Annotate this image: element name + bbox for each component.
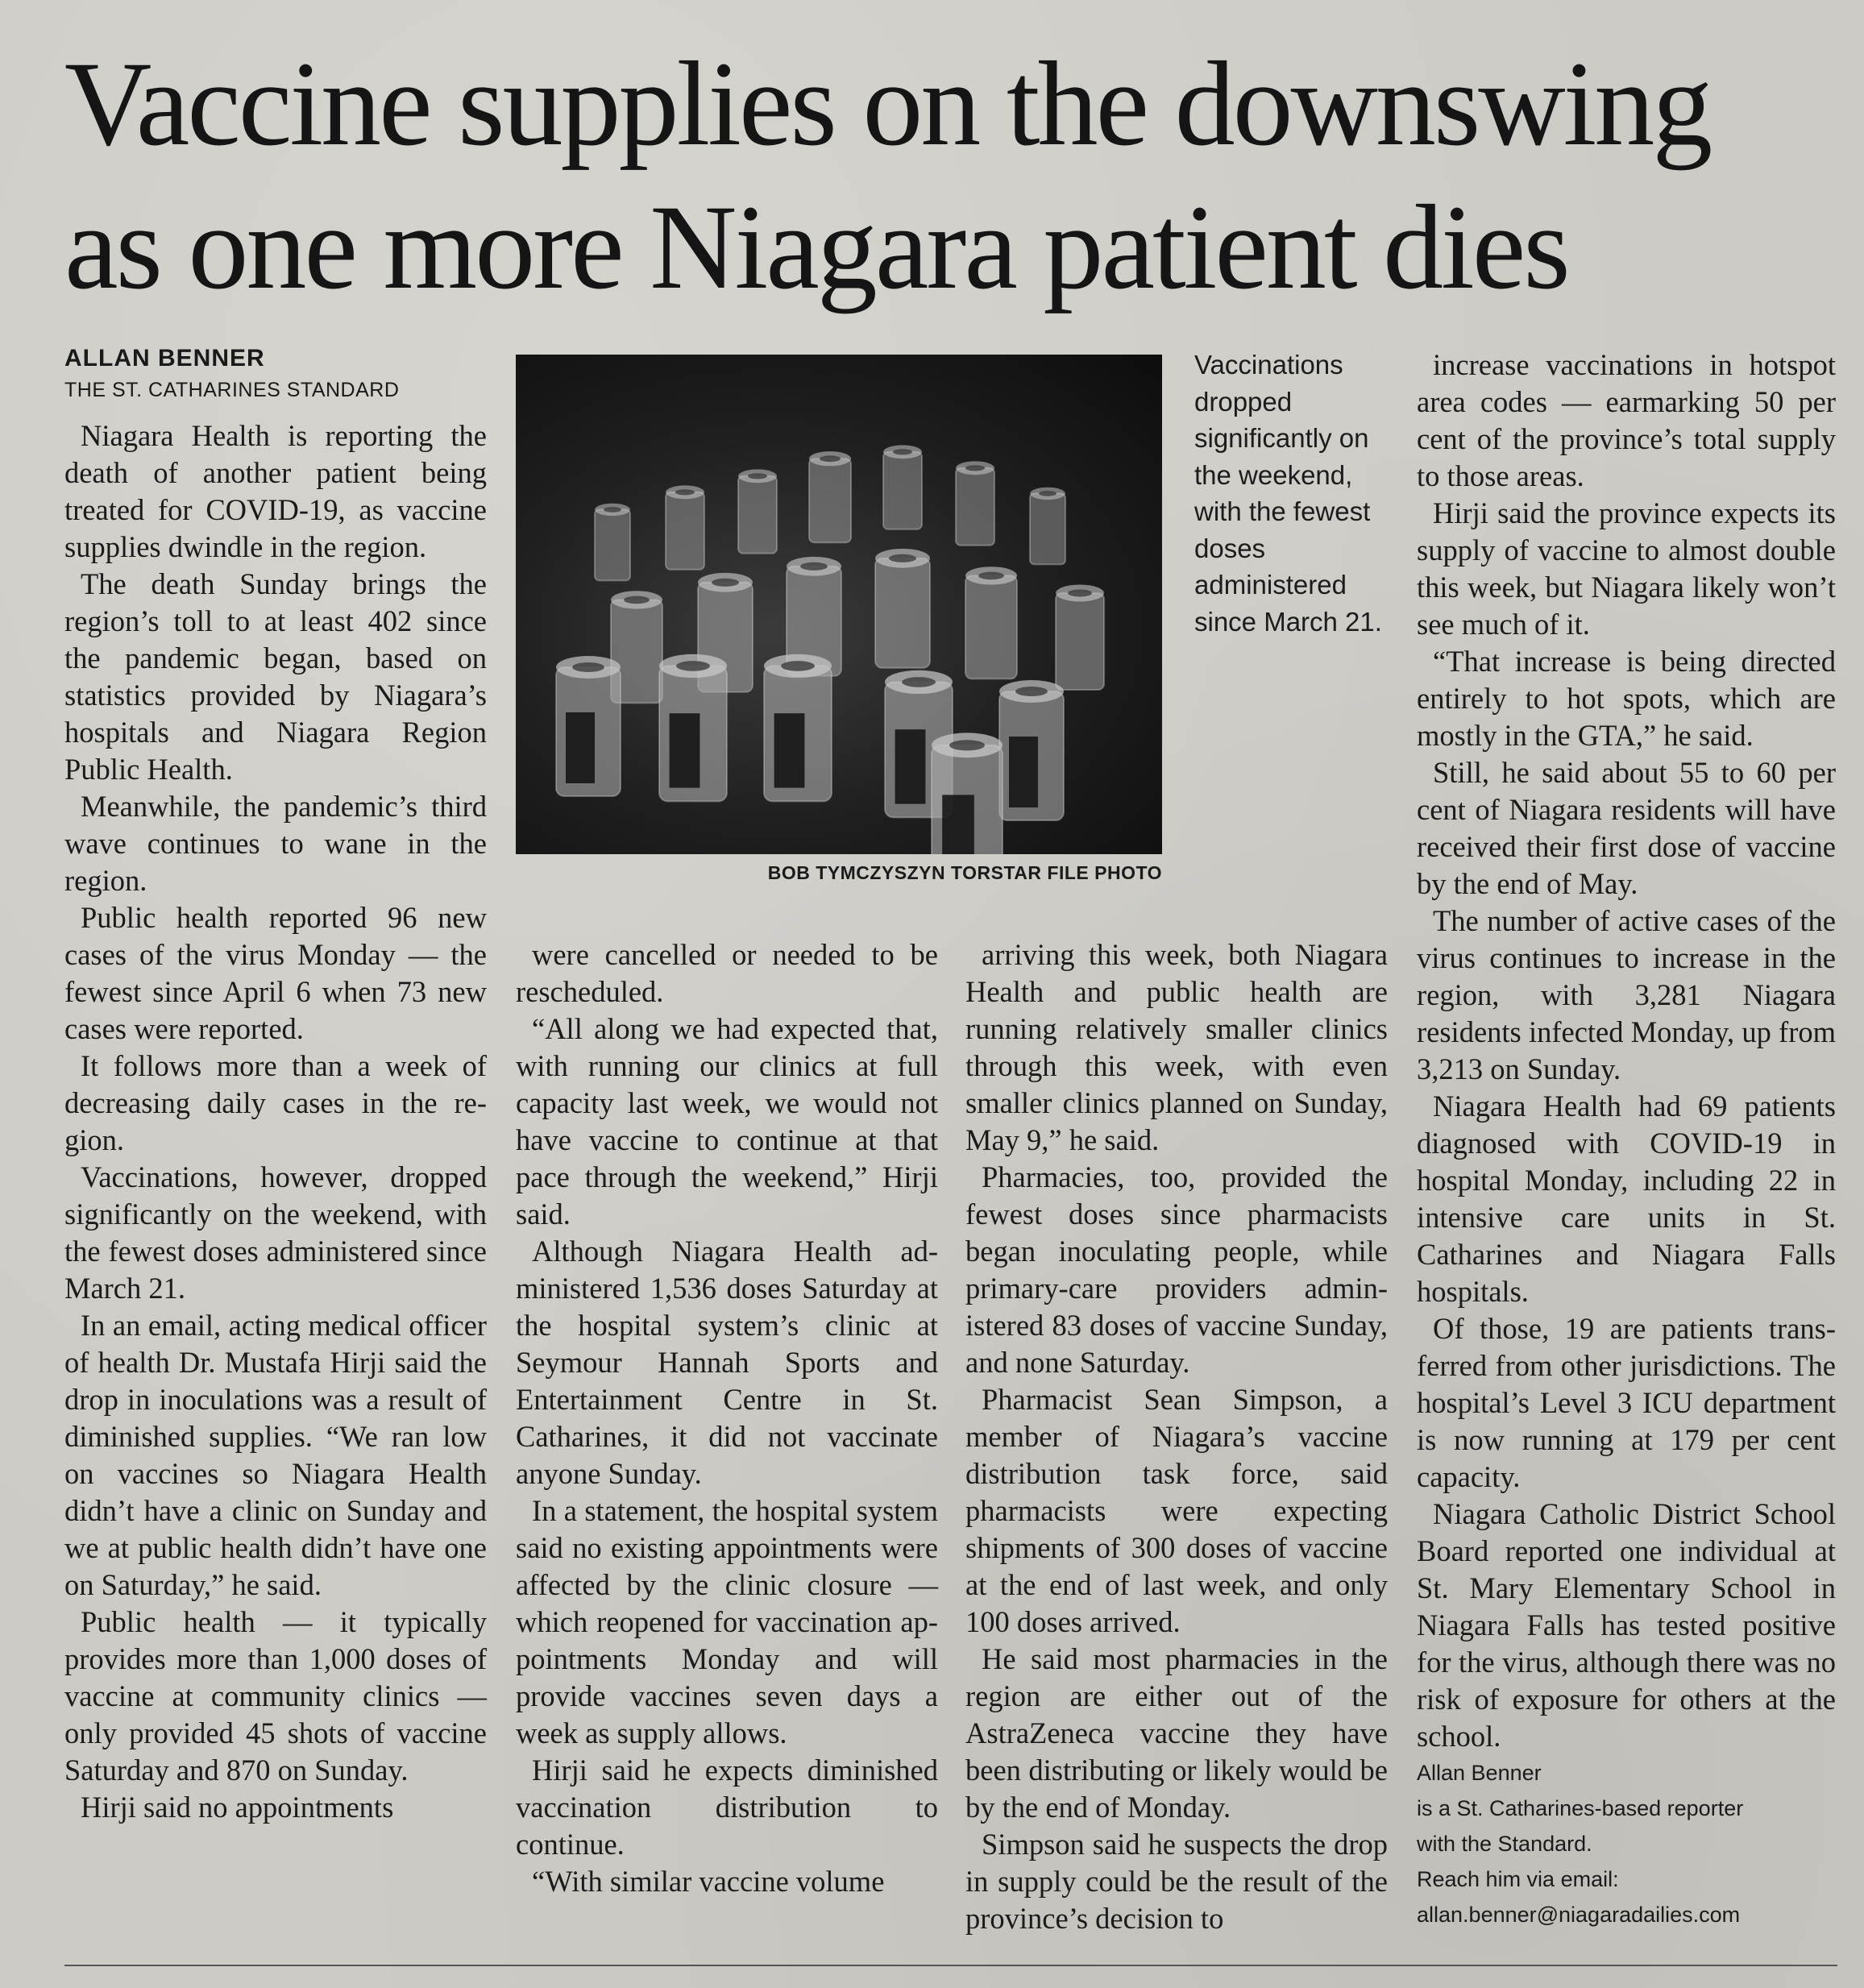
paragraph: Of those, 19 are patients transferred from other jurisdictions. The hospital’s Level 3 ICU department is now running at 179 per cent capacity. — [1417, 1312, 1836, 1493]
vial-shape — [764, 654, 832, 802]
headline-line-1: Vaccine supplies on the downswing — [64, 37, 1711, 171]
vial-shape — [956, 461, 994, 545]
vial-shape — [883, 445, 922, 529]
paragraph: “That increase is being directed entirely to hot spots, which are mostly in the GTA,” he said. — [1417, 645, 1836, 752]
paragraph: The number of active cases of the virus continues to increase in the region, with 3,281 Niagara residents infected Monday, up from 3,213 on Sunday. — [1417, 904, 1836, 1085]
byline-publication: THE ST. CATHARINES STANDARD — [64, 379, 400, 401]
paragraph: Simpson said he suspects the drop in supply could be the result of the province’s decision to — [965, 1828, 1388, 1935]
article-column-3 — [965, 936, 1388, 1937]
paragraph: Public health reported 96 new cases of the virus Monday — the fewest since April 6 when 73 new cases were reported. — [64, 901, 487, 1045]
paragraph: Vaccinations, however, dropped significantly on the weekend, with the fewest doses administered since March 21. — [64, 1160, 487, 1305]
vial-shape — [932, 733, 1003, 854]
paragraph: Although Niagara Health administered 1,536 doses Saturday at the hospital system’s clinic at Seymour Hannah Sports and Entertainment Centre in St. Catharines, it did not vaccinate anyone Sunday. — [516, 1235, 938, 1490]
paragraph: He said most pharmacies in the region are either out of the AstraZeneca vaccine they have been distributing or likely would be by the end of Monday. — [965, 1642, 1388, 1824]
tagline-outlet: with the Standard. — [1417, 1832, 1592, 1856]
paragraph: It follows more than a week of decreasing daily cases in the region. — [64, 1049, 487, 1156]
vial-shape — [738, 469, 777, 553]
vial-shape — [809, 451, 851, 542]
bottom-rule — [64, 1965, 1837, 1966]
photo-credit: BOB TYMCZYSZYN TORSTAR FILE PHOTO — [767, 862, 1162, 883]
vial-shape — [659, 654, 727, 802]
paragraph: Meanwhile, the pandemic’s third wave continues to wane in the region. — [64, 790, 487, 897]
vials-illustration — [516, 355, 1162, 854]
vial-shape — [1056, 585, 1104, 691]
paragraph: “With similar vaccine volume — [532, 1865, 885, 1898]
pull-quote: Vaccinations dropped significantly on the weekend, with the fewest doses administered since March 21. — [1194, 350, 1382, 637]
tagline-contact-label: Reach him via email: — [1417, 1867, 1619, 1891]
paragraph: Niagara Health is reporting the death of another patient being treated for COVID-19, as vaccine supplies dwindle in the region. — [64, 419, 487, 563]
tagline-name: Allan Benner — [1417, 1761, 1542, 1785]
paragraph: arriving this week, both Niagara Health and public health are running relatively smaller clinics through this week, with even smaller clinics planned on Sunday, May 9,” he said. — [965, 938, 1388, 1156]
paragraph: Public health — it typically provides more than 1,000 doses of vaccine at community clinics — only provided 45 shots of vaccine Saturday and 870 on Sunday. — [64, 1605, 487, 1787]
vial-shape — [875, 549, 930, 668]
vial-shape — [595, 504, 630, 581]
article-column-4 — [1417, 347, 1836, 1932]
vial-shape — [965, 567, 1017, 679]
vial-shape — [999, 680, 1064, 820]
tagline-role: is a St. Catharines-based reporter — [1417, 1796, 1744, 1820]
headline-line-2: as one more Niagara patient dies — [64, 181, 1568, 314]
author-tagline — [1417, 1755, 1836, 1932]
paragraph: In a statement, the hospital system said no existing appointments were affected by the clinic closure — which reopened for vaccination appointments Monday and will provide vaccines seven days a week as supply allows. — [516, 1494, 938, 1749]
paragraph: increase vaccinations in hotspot area codes — earmarking 50 per cent of the province’s total supply to those areas. — [1417, 348, 1836, 492]
byline-author: ALLAN BENNER — [64, 345, 265, 371]
paragraph: Pharmacist Sean Simpson, a member of Niagara’s vaccine distribution task force, said pharmacists were expecting shipments of 300 doses of vaccine at the end of last week, and only 100 doses arrived. — [965, 1383, 1388, 1638]
paragraph: In an email, acting medical officer of health Dr. Mustafa Hirji said the drop in inoculations was a result of diminished supplies. “We ran low on vaccines so Niagara Health didn’t have a clinic on Sunday and we at public health didn’t have one on Saturday,” he said. — [64, 1309, 487, 1601]
vial-shape — [666, 485, 704, 569]
article-column-2 — [516, 936, 938, 1900]
headline — [64, 32, 1837, 319]
article-column-1 — [64, 417, 487, 1826]
vial-shape — [1030, 488, 1065, 565]
vial-shape — [556, 656, 621, 796]
paragraph: were cancelled or needed to be rescheduled. — [516, 938, 938, 1008]
paragraph: Hirji said the province expects its supply of vaccine to almost double this week, but Niagara likely won’t see much of it. — [1417, 496, 1836, 641]
paragraph: Niagara Catholic District School Board reported one individual at St. Mary Elementary School in Niagara Falls has tested positive for the virus, although there was no risk of exposure for others at the school. — [1417, 1497, 1836, 1753]
paragraph: Niagara Health had 69 patients diagnosed with COVID-19 in hospital Monday, including 22 in intensive care units in St. Catharines and Niagara Falls hospitals. — [1417, 1089, 1836, 1308]
paragraph: Pharmacies, too, provided the fewest doses since pharmacists began inoculating people, while primary-care providers administered 83 doses of vaccine Sunday, and none Saturday. — [965, 1160, 1388, 1379]
tagline-email: allan.benner@niagaradailies.com — [1417, 1903, 1741, 1927]
vaccine-vials-photo — [516, 355, 1162, 854]
paragraph: “All along we had expected that, with running our clinics at full capacity last week, we would not have vaccine to continue at that pace through the weekend,” Hirji said. — [516, 1012, 938, 1231]
paragraph: Still, he said about 55 to 60 per cent of Niagara residents will have received their first dose of vaccine by the end of May. — [1417, 756, 1836, 900]
paragraph: The death Sunday brings the region’s toll to at least 402 since the pandemic began, based on statistics provided by Niagara’s hospitals and Niagara Region Public Health. — [64, 567, 487, 786]
paragraph: Hirji said he expects diminished vaccination distribution to continue. — [516, 1754, 938, 1861]
paragraph: Hirji said no appointments — [81, 1791, 394, 1824]
